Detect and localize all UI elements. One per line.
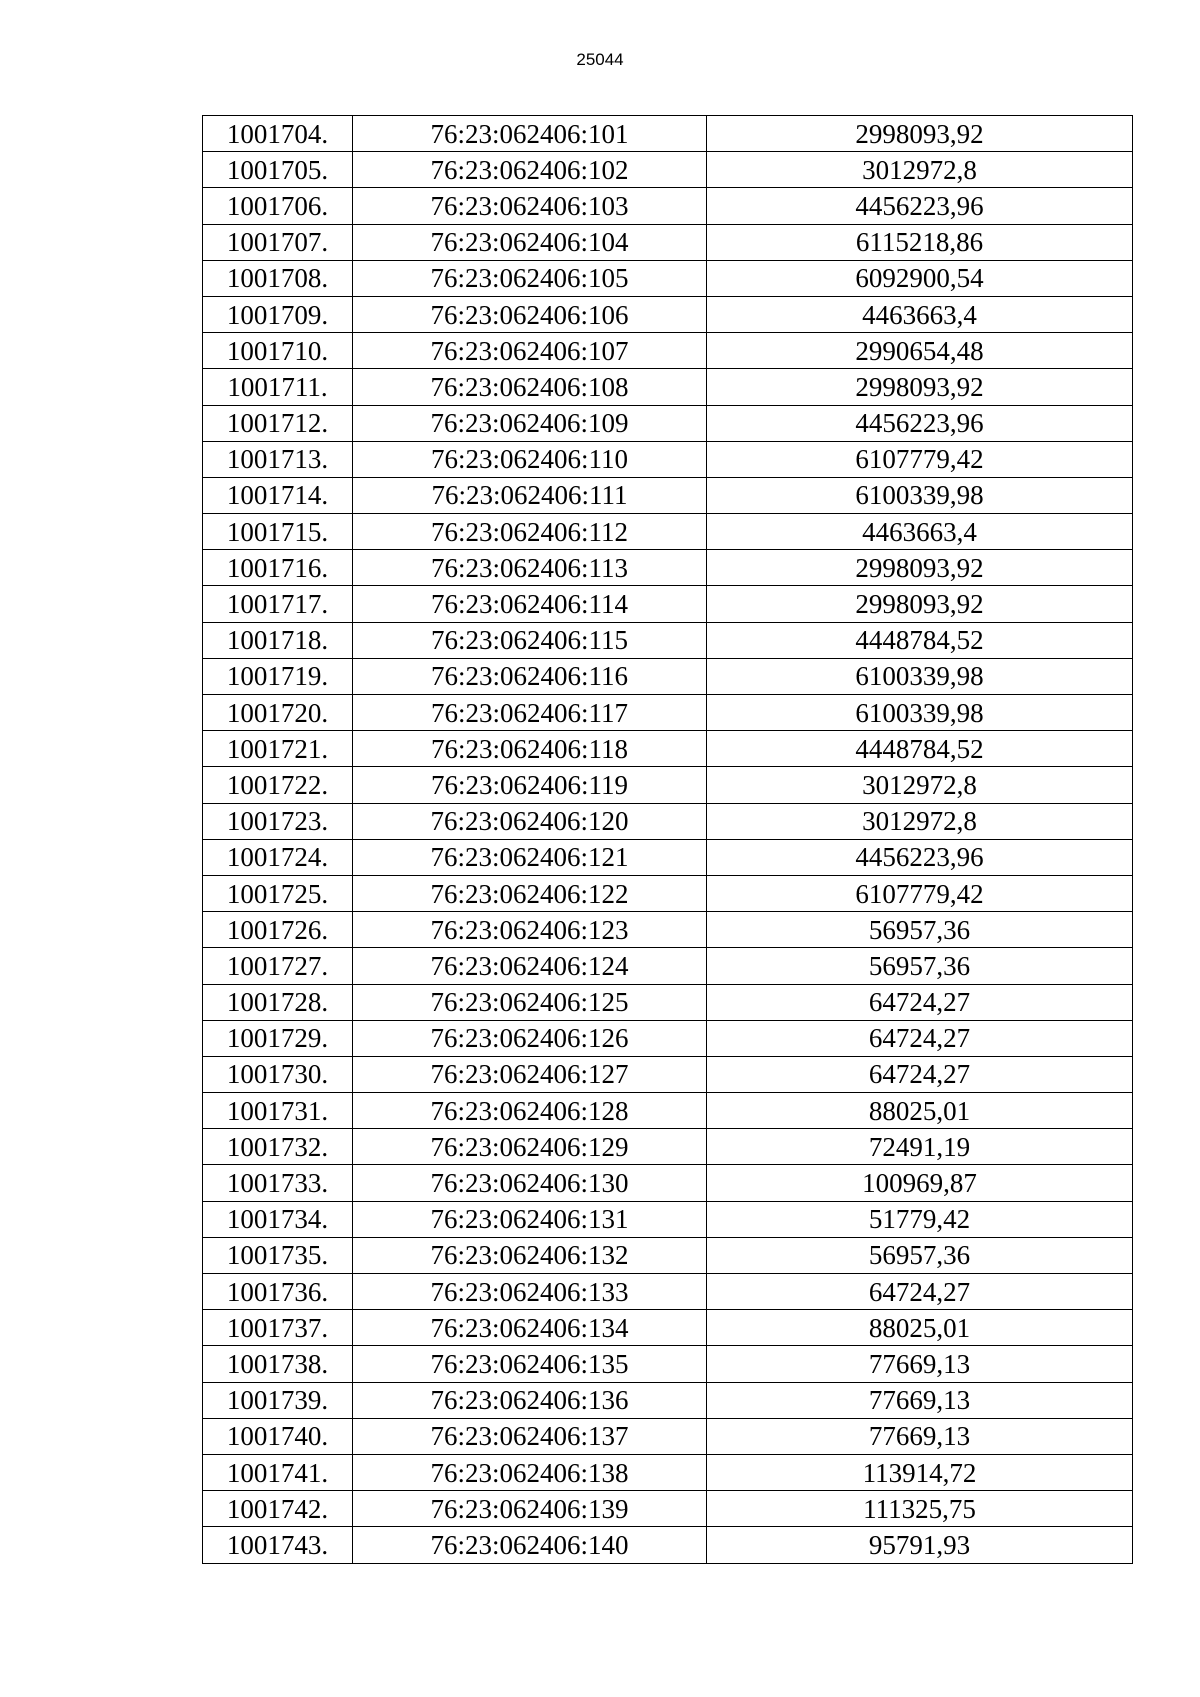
cadastral-value-cell: 56957,36 [707, 1237, 1133, 1273]
cadastral-value-cell: 72491,19 [707, 1129, 1133, 1165]
cadastral-number-cell: 76:23:062406:105 [353, 260, 707, 296]
cadastral-value-cell: 64724,27 [707, 1056, 1133, 1092]
cadastral-number-cell: 76:23:062406:101 [353, 116, 707, 152]
table-row [203, 1093, 1133, 1129]
cadastral-value-cell: 3012972,8 [707, 767, 1133, 803]
table-row [203, 188, 1133, 224]
table-row [203, 948, 1133, 984]
row-number-cell: 1001728. [203, 984, 353, 1020]
row-number-cell: 1001734. [203, 1201, 353, 1237]
cadastral-number-cell: 76:23:062406:139 [353, 1491, 707, 1527]
row-number-cell: 1001740. [203, 1418, 353, 1454]
cadastral-number-cell: 76:23:062406:126 [353, 1020, 707, 1056]
cadastral-number-cell: 76:23:062406:121 [353, 839, 707, 875]
table-row [203, 1454, 1133, 1490]
cadastral-number-cell: 76:23:062406:114 [353, 586, 707, 622]
row-number-cell: 1001706. [203, 188, 353, 224]
cadastral-value-table [202, 115, 1133, 1564]
cadastral-value-cell: 2998093,92 [707, 369, 1133, 405]
cadastral-number-cell: 76:23:062406:133 [353, 1274, 707, 1310]
row-number-cell: 1001717. [203, 586, 353, 622]
table-row [203, 1201, 1133, 1237]
cadastral-value-cell: 77669,13 [707, 1346, 1133, 1382]
table-row [203, 767, 1133, 803]
table-row [203, 514, 1133, 550]
row-number-cell: 1001720. [203, 695, 353, 731]
table-row [203, 477, 1133, 513]
cadastral-number-cell: 76:23:062406:140 [353, 1527, 707, 1563]
row-number-cell: 1001732. [203, 1129, 353, 1165]
table-row [203, 1129, 1133, 1165]
cadastral-number-cell: 76:23:062406:123 [353, 912, 707, 948]
cadastral-number-cell: 76:23:062406:129 [353, 1129, 707, 1165]
table-row [203, 803, 1133, 839]
table-row [203, 441, 1133, 477]
cadastral-value-cell: 88025,01 [707, 1310, 1133, 1346]
cadastral-value-cell: 77669,13 [707, 1382, 1133, 1418]
row-number-cell: 1001707. [203, 224, 353, 260]
row-number-cell: 1001735. [203, 1237, 353, 1273]
cadastral-number-cell: 76:23:062406:117 [353, 695, 707, 731]
table-row [203, 658, 1133, 694]
table-row [203, 296, 1133, 332]
row-number-cell: 1001722. [203, 767, 353, 803]
cadastral-value-cell: 2998093,92 [707, 550, 1133, 586]
row-number-cell: 1001729. [203, 1020, 353, 1056]
row-number-cell: 1001741. [203, 1454, 353, 1490]
table-row [203, 1165, 1133, 1201]
cadastral-number-cell: 76:23:062406:115 [353, 622, 707, 658]
cadastral-number-cell: 76:23:062406:108 [353, 369, 707, 405]
cadastral-value-cell: 6107779,42 [707, 875, 1133, 911]
cadastral-value-cell: 56957,36 [707, 912, 1133, 948]
cadastral-value-cell: 77669,13 [707, 1418, 1133, 1454]
cadastral-value-cell: 4456223,96 [707, 405, 1133, 441]
cadastral-number-cell: 76:23:062406:136 [353, 1382, 707, 1418]
table-body [203, 116, 1133, 1564]
table-row [203, 1020, 1133, 1056]
cadastral-value-cell: 6092900,54 [707, 260, 1133, 296]
cadastral-number-cell: 76:23:062406:138 [353, 1454, 707, 1490]
cadastral-value-cell: 64724,27 [707, 1020, 1133, 1056]
table-row [203, 116, 1133, 152]
row-number-cell: 1001711. [203, 369, 353, 405]
row-number-cell: 1001710. [203, 333, 353, 369]
cadastral-number-cell: 76:23:062406:127 [353, 1056, 707, 1092]
cadastral-number-cell: 76:23:062406:132 [353, 1237, 707, 1273]
table-row [203, 1491, 1133, 1527]
row-number-cell: 1001731. [203, 1093, 353, 1129]
row-number-cell: 1001730. [203, 1056, 353, 1092]
cadastral-value-cell: 64724,27 [707, 1274, 1133, 1310]
row-number-cell: 1001739. [203, 1382, 353, 1418]
row-number-cell: 1001704. [203, 116, 353, 152]
cadastral-number-cell: 76:23:062406:107 [353, 333, 707, 369]
row-number-cell: 1001737. [203, 1310, 353, 1346]
table-row [203, 1527, 1133, 1563]
cadastral-number-cell: 76:23:062406:128 [353, 1093, 707, 1129]
cadastral-value-cell: 2998093,92 [707, 116, 1133, 152]
cadastral-number-cell: 76:23:062406:118 [353, 731, 707, 767]
row-number-cell: 1001714. [203, 477, 353, 513]
cadastral-number-cell: 76:23:062406:125 [353, 984, 707, 1020]
cadastral-number-cell: 76:23:062406:122 [353, 875, 707, 911]
cadastral-number-cell: 76:23:062406:102 [353, 152, 707, 188]
cadastral-number-cell: 76:23:062406:113 [353, 550, 707, 586]
row-number-cell: 1001719. [203, 658, 353, 694]
row-number-cell: 1001708. [203, 260, 353, 296]
table-row [203, 369, 1133, 405]
cadastral-number-cell: 76:23:062406:106 [353, 296, 707, 332]
cadastral-number-cell: 76:23:062406:103 [353, 188, 707, 224]
cadastral-value-cell: 2990654,48 [707, 333, 1133, 369]
cadastral-value-cell: 3012972,8 [707, 152, 1133, 188]
row-number-cell: 1001721. [203, 731, 353, 767]
cadastral-number-cell: 76:23:062406:131 [353, 1201, 707, 1237]
cadastral-value-cell: 2998093,92 [707, 586, 1133, 622]
cadastral-value-cell: 51779,42 [707, 1201, 1133, 1237]
table-row [203, 260, 1133, 296]
cadastral-value-cell: 4448784,52 [707, 731, 1133, 767]
cadastral-value-cell: 6100339,98 [707, 658, 1133, 694]
table-row [203, 586, 1133, 622]
row-number-cell: 1001727. [203, 948, 353, 984]
row-number-cell: 1001738. [203, 1346, 353, 1382]
table-row [203, 912, 1133, 948]
table-row [203, 1346, 1133, 1382]
cadastral-number-cell: 76:23:062406:112 [353, 514, 707, 550]
cadastral-value-cell: 6100339,98 [707, 695, 1133, 731]
cadastral-number-cell: 76:23:062406:116 [353, 658, 707, 694]
cadastral-number-cell: 76:23:062406:124 [353, 948, 707, 984]
table-row [203, 1274, 1133, 1310]
table-row [203, 1382, 1133, 1418]
table-row [203, 875, 1133, 911]
cadastral-value-cell: 4448784,52 [707, 622, 1133, 658]
cadastral-value-cell: 4456223,96 [707, 839, 1133, 875]
cadastral-value-cell: 56957,36 [707, 948, 1133, 984]
table-row [203, 405, 1133, 441]
cadastral-number-cell: 76:23:062406:137 [353, 1418, 707, 1454]
row-number-cell: 1001705. [203, 152, 353, 188]
cadastral-number-cell: 76:23:062406:104 [353, 224, 707, 260]
cadastral-value-cell: 6100339,98 [707, 477, 1133, 513]
cadastral-number-cell: 76:23:062406:111 [353, 477, 707, 513]
row-number-cell: 1001742. [203, 1491, 353, 1527]
cadastral-number-cell: 76:23:062406:109 [353, 405, 707, 441]
row-number-cell: 1001715. [203, 514, 353, 550]
row-number-cell: 1001736. [203, 1274, 353, 1310]
cadastral-number-cell: 76:23:062406:120 [353, 803, 707, 839]
cadastral-value-cell: 4456223,96 [707, 188, 1133, 224]
cadastral-number-cell: 76:23:062406:135 [353, 1346, 707, 1382]
cadastral-value-cell: 6115218,86 [707, 224, 1133, 260]
cadastral-value-cell: 113914,72 [707, 1454, 1133, 1490]
cadastral-value-cell: 88025,01 [707, 1093, 1133, 1129]
row-number-cell: 1001716. [203, 550, 353, 586]
cadastral-number-cell: 76:23:062406:130 [353, 1165, 707, 1201]
table-row [203, 622, 1133, 658]
cadastral-number-cell: 76:23:062406:110 [353, 441, 707, 477]
table-row [203, 224, 1133, 260]
table-row [203, 839, 1133, 875]
table-row [203, 1056, 1133, 1092]
row-number-cell: 1001723. [203, 803, 353, 839]
cadastral-value-cell: 64724,27 [707, 984, 1133, 1020]
table-row [203, 333, 1133, 369]
row-number-cell: 1001724. [203, 839, 353, 875]
row-number-cell: 1001725. [203, 875, 353, 911]
cadastral-value-cell: 6107779,42 [707, 441, 1133, 477]
row-number-cell: 1001726. [203, 912, 353, 948]
table-row [203, 550, 1133, 586]
table-row [203, 731, 1133, 767]
row-number-cell: 1001713. [203, 441, 353, 477]
cadastral-number-cell: 76:23:062406:134 [353, 1310, 707, 1346]
row-number-cell: 1001712. [203, 405, 353, 441]
page-number: 25044 [576, 50, 624, 69]
table-row [203, 984, 1133, 1020]
row-number-cell: 1001709. [203, 296, 353, 332]
row-number-cell: 1001733. [203, 1165, 353, 1201]
table-row [203, 1237, 1133, 1273]
table-row [203, 152, 1133, 188]
cadastral-value-cell: 4463663,4 [707, 514, 1133, 550]
cadastral-number-cell: 76:23:062406:119 [353, 767, 707, 803]
cadastral-value-cell: 111325,75 [707, 1491, 1133, 1527]
table-row [203, 1310, 1133, 1346]
table-row [203, 695, 1133, 731]
row-number-cell: 1001743. [203, 1527, 353, 1563]
cadastral-value-cell: 4463663,4 [707, 296, 1133, 332]
cadastral-value-cell: 3012972,8 [707, 803, 1133, 839]
cadastral-value-cell: 95791,93 [707, 1527, 1133, 1563]
cadastral-value-cell: 100969,87 [707, 1165, 1133, 1201]
table-row [203, 1418, 1133, 1454]
row-number-cell: 1001718. [203, 622, 353, 658]
